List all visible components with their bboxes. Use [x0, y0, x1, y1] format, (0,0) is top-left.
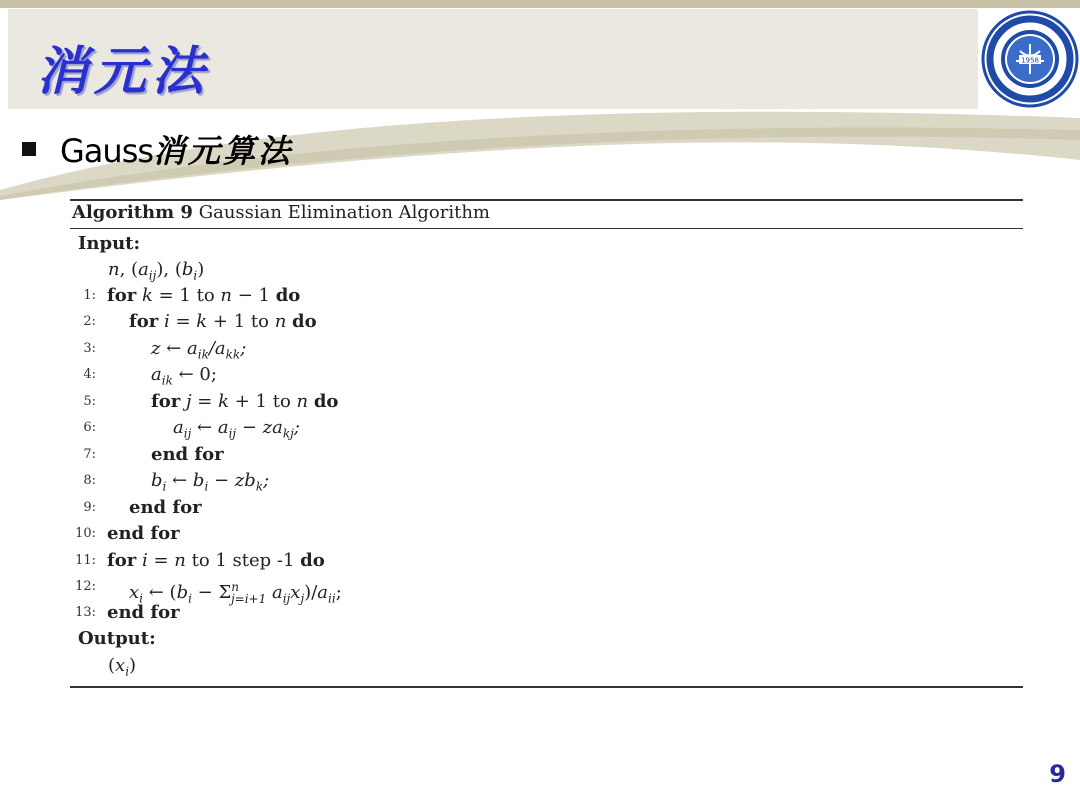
algorithm-caption [72, 202, 490, 223]
algorithm-line: 3: z ← $a_{ik}/a_{kk}$; [83, 338, 247, 362]
algorithm-line: 7: end for [83, 444, 224, 465]
bullet-item [22, 127, 293, 171]
top-rule [70, 199, 1023, 201]
output-label: Output: [78, 628, 156, 649]
bullet-text [60, 126, 293, 172]
algorithm-line: 5: for j = k + 1 to n do [83, 391, 339, 412]
input-value: n, $(a_{ij})$, $(b_i)$ [108, 259, 205, 283]
algorithm-line: 1: for k = 1 to n − 1 do [83, 285, 301, 306]
algorithm-line: 10: end for [75, 523, 180, 544]
bullet-latin: Gauss [60, 132, 154, 170]
algorithm-line: 4: $a_{ik}$ ← 0; [83, 364, 217, 388]
bottom-rule [70, 686, 1023, 688]
university-seal-icon [980, 9, 1080, 109]
caption-rule [70, 228, 1023, 229]
square-bullet-icon [22, 142, 36, 156]
algorithm-line: 12: $x_i$ ← ($b_i - \Sigma^n_{j=i+1}$ $a_{ij}x_j)/a_{ii}$; [75, 579, 342, 606]
slide-title: 消元法 [36, 42, 211, 102]
algorithm-line: 6: $a_{ij}$ ← $a_{ij} - za_{kj}$; [83, 417, 300, 441]
page-number: 9 [1049, 760, 1066, 788]
algorithm-line: 2: for i = k + 1 to n do [83, 311, 317, 332]
algorithm-line: 9: end for [83, 497, 202, 518]
algorithm-line: 13: end for [75, 602, 180, 623]
output-value: $(x_i)$ [108, 655, 137, 679]
bullet-cjk: 消元算法 [153, 132, 294, 170]
algorithm-number: Algorithm 9 [72, 202, 193, 223]
algorithm-title: Gaussian Elimination Algorithm [198, 202, 490, 223]
algorithm-line: 11: for i = n to 1 step -1 do [75, 550, 325, 571]
algorithm-box [70, 199, 1023, 689]
input-label: Input: [78, 233, 141, 254]
title-band [8, 9, 978, 109]
svg-text:1958: 1958 [1021, 56, 1039, 65]
algorithm-line: 8: $b_i$ ← $b_i - zb_k$; [83, 470, 270, 494]
